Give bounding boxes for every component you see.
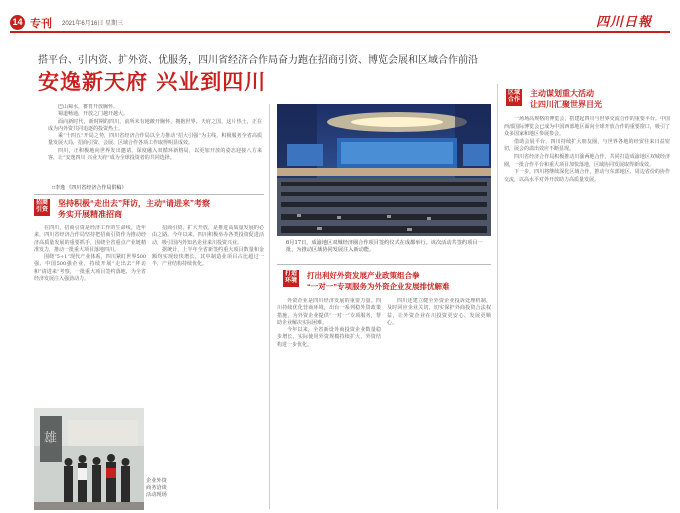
lead-paragraph: 四川，正积极地向世界发出邀请，深度融入双循环新格局，以更加开放的姿态迎接八方来客，让“安逸四川 兴业天府”成为全球投资者的共同选择。 (48, 147, 262, 162)
section-tag: 打造环境 (283, 270, 299, 287)
section-title-line: 让四川汇聚世界目光 (530, 100, 602, 109)
tour-photo-caption: 企业外资商务洽谈活动现场 (146, 478, 167, 498)
section-tag: 区域合作 (506, 89, 522, 106)
section-title-line: “一对一”专项服务为外资企业发展排忧解难 (307, 282, 450, 291)
page-number-badge: 14 (10, 15, 25, 30)
body-paragraph: 外资企业是四川经济发展的重要力量。四川持续优化营商环境，出台一系列稳外资政策措施，为外资企业提供“一对一”专项服务，帮助企业解决实际困难。 (277, 298, 381, 326)
section-title (307, 270, 491, 292)
body-paragraph: 招商引资、扩大开放，是推进高质量发展的必由之路。今年以来，四川积极举办各类投资促进活动，吸引国内外知名企业来川投资兴业。 (152, 225, 264, 246)
issue-date: 2021年6月16日 星期三 (62, 21, 124, 27)
body-paragraph: 据统计，上半年全省新签约重大项目数量和金额均实现较快增长，其中制造业项目占比超过一半，产业结构持续优化。 (152, 246, 264, 268)
column-divider (269, 104, 270, 509)
masthead (0, 0, 680, 30)
section-body (387, 298, 491, 510)
article-headline: 安逸新天府 兴业到四川 (38, 69, 267, 94)
body-paragraph: 下一步，四川将继续深化区域合作，推动与东部地区、周边省份的协作交流，以高水平对外开放助力高质量发展。 (504, 169, 670, 183)
lead-paragraph: 乘“十四五”开局之势，四川省经济合作局以全力推动“招大引强”为主线，积极服务全省高质量发展大局，招商引资、会展、区域合作各项工作取得明显成效。 (48, 133, 262, 147)
svg-text:雄: 雄 (44, 431, 58, 446)
lead-paragraph: 巴山蜀水，蓄育开放胸怀。 (58, 104, 119, 110)
section-tag: 招商引资 (34, 199, 50, 216)
body-paragraph: 借助会展平台，四川持续扩大朋友圈，与世界各地的经贸往来日益密切，展会的溢出效应不断显现。 (504, 138, 670, 153)
section-title-line: 务实开展精准招商 (58, 210, 122, 219)
column-divider (497, 84, 498, 509)
section-title-line: 打出利好外资发展产业政策组合拳 (307, 271, 420, 280)
lead-paragraph: 面向新时代，新时期的四川，前所未有地敞开胸怀，拥抱世界。天府之国，这片热土，正在成为内外资共同追逐的投资热土。 (48, 118, 262, 132)
body-paragraph: 一场场高规格的博览会，搭建起四川与世界交流合作的重要平台。中国西部国际博览会已成为中国西部地区面向全球开放合作的重要窗口，吸引了众多国家和地区参展参会。 (504, 116, 670, 138)
body-paragraph: 在四川，招商引资是经济工作的生命线。近年来，四川省经济合作局坚持把招商引资作为推动经济高质量发展的重要抓手，围绕全省重点产业链精准发力，推动一批重大项目落地四川。 (34, 225, 146, 253)
masthead-rule (10, 31, 670, 33)
lead-text (48, 104, 262, 162)
section-name: 专刊 (30, 18, 52, 30)
section-body (34, 225, 146, 405)
section-body (504, 116, 670, 508)
conference-photo-image (277, 104, 491, 236)
conference-photo (277, 104, 491, 236)
section-title (58, 198, 258, 220)
newspaper-logo: 四川日報 (595, 15, 652, 30)
divider (34, 194, 264, 195)
conference-photo-caption: 6月17日，成渝地区双城经济圈合作项目签约仪式在成都举行。该次活动共签约项目一批，为推动区域协同发展注入新动能。 (286, 240, 483, 253)
body-paragraph: 今年以来，全省新设外商投资企业数量稳步增长，实际使用外资规模持续扩大，外资结构进一步优化。 (277, 327, 381, 348)
section-title-line: 坚持积极“走出去”拜访，主动“请进来”考察 (58, 199, 210, 208)
tour-photo (34, 408, 144, 510)
tour-photo-image (34, 408, 144, 510)
body-paragraph: 四川省经济合作局积极推动川渝两地合作，共同打造成渝地区双城经济圈，一批合作平台和重大项目加快落地，区域协同发展取得新成效。 (504, 153, 670, 168)
section-title-line: 主动谋划重大活动 (530, 89, 594, 98)
body-paragraph: 四川还建立健全外资企业投诉处理机制，及时回应企业关切，切实保护外商投资合法权益，让外资企业在川投资更安心、发展更顺心。 (387, 298, 491, 326)
section-title (530, 88, 670, 110)
article-subhead: 搭平台、引内资、扩外资、优服务，四川省经济合作局奋力跑在招商引资、博览会展和区域合作前沿 (38, 55, 478, 66)
section-body (277, 298, 381, 510)
section-body (152, 225, 264, 455)
body-paragraph: 围绕“5+1”现代产业体系，四川紧盯世界500强、中国500强企业，持续开展“走出去”拜访和“请进来”考察，一批重大项目签约落地，为全省经济发展注入强劲动力。 (34, 254, 146, 283)
divider (277, 264, 491, 265)
lead-paragraph: 蜀道畅通，开放之门越开越大。 (58, 111, 129, 118)
article-byline: □李逸 《四川省经济合作局供稿》 (52, 185, 127, 191)
